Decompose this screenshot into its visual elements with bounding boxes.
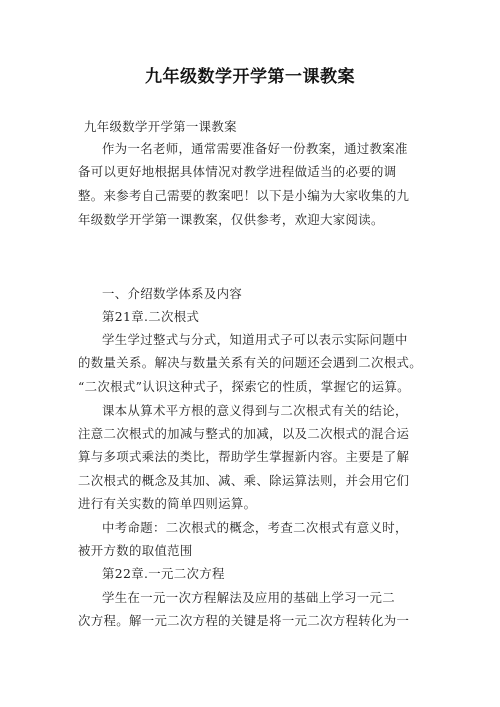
ch21-para2-line-3: 算与多项式乘法的类比，帮助学生掌握新内容。主要是了解	[78, 449, 410, 464]
intro-line-1: 作为一名老师，通常需要准备好一份教案，通过教案准	[102, 141, 408, 156]
intro-line-3: 整。来参考自己需要的教案吧！以下是小编为大家收集的九	[78, 188, 410, 203]
document-subtitle: 九年级数学开学第一课教案	[84, 119, 237, 134]
intro-line-4: 年级数学开学第一课教案，仅供参考，欢迎大家阅读。	[78, 212, 384, 227]
section-heading: 一、介绍数学体系及内容	[102, 286, 243, 301]
chapter-22-heading: 第22章.一元二次方程	[102, 566, 225, 581]
chapter-21-heading: 第21章.二次根式	[102, 309, 200, 324]
ch21-para2-line-1: 课本从算术平方根的意义得到与二次根式有关的结论，	[102, 403, 408, 418]
ch21-para2-line-4: 二次根式的概念及其加、减、乘、除运算法则，并会用它们	[78, 473, 410, 488]
document-title: 九年级数学开学第一课教案	[145, 67, 355, 87]
ch22-para1-line-2: 次方程。解一元二次方程的关键是将一元二次方程转化为一	[78, 613, 410, 628]
intro-line-2: 备可以更好地根据具体情况对教学进程做适当的必要的调	[78, 164, 397, 179]
ch21-para2-line-2: 注意二次根式的加减与整式的加减，以及二次根式的混合运	[78, 426, 410, 441]
ch21-para1-line-1: 学生学过整式与分式，知道用式子可以表示实际问题中	[102, 332, 408, 347]
ch21-para1-line-2: 的数量关系。解决与数量关系有关的问题还会遇到二次根式。	[78, 355, 422, 370]
ch22-para1-line-1: 学生在一元一次方程解法及应用的基础上学习一元二	[102, 590, 396, 605]
ch21-para1-line-3: “二次根式”认识这种式子，探索它的性质，掌握它的运算。	[78, 379, 410, 394]
ch21-exam-line-1: 中考命题：二次根式的概念，考查二次根式有意义时，	[102, 520, 408, 535]
ch21-exam-line-2: 被开方数的取值范围	[78, 543, 193, 558]
ch21-para2-line-5: 进行有关实数的简单四则运算。	[78, 496, 257, 511]
